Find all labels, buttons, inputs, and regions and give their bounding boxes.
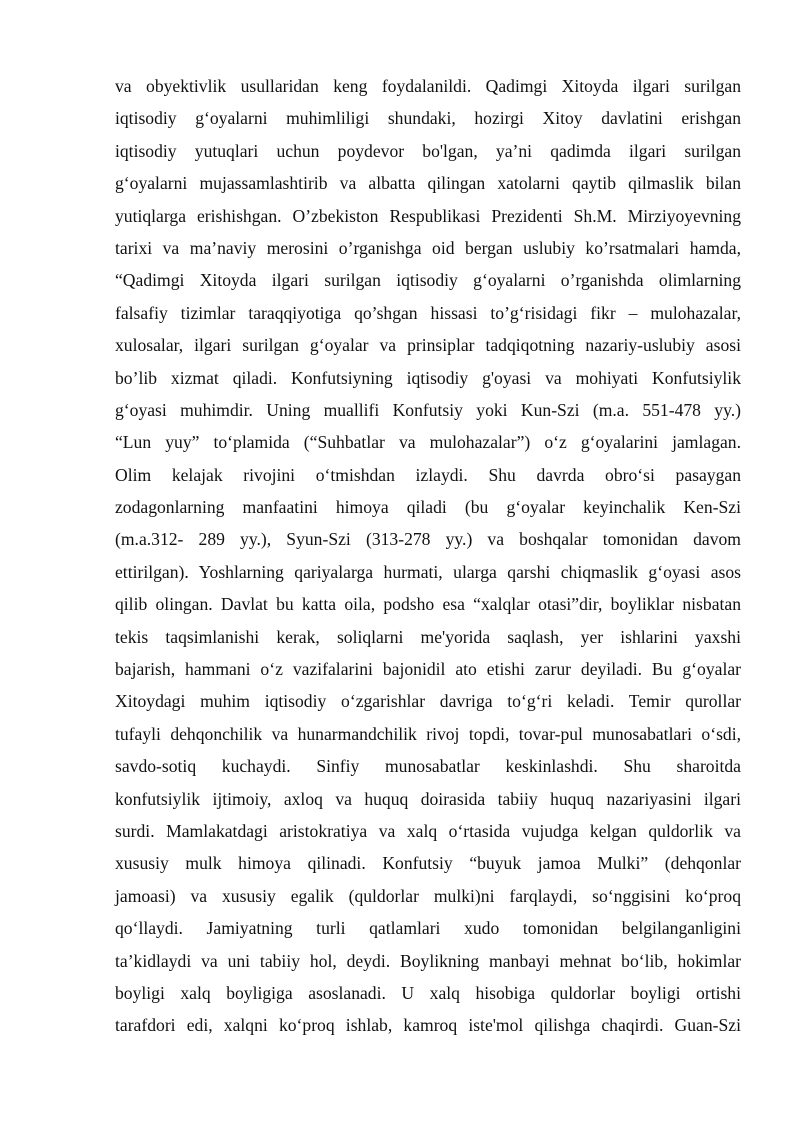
text-line: yutiqlarga erishishgan. O’zbekiston Respublikasi Prezidenti Sh.M. Mirziyoyevning (115, 205, 741, 226)
text-line: “Lun yuy” to‘plamida (“Suhbatlar va mulohazalar”) o‘z g‘oyalarini jamlagan. (115, 432, 741, 453)
text-line: surdi. Mamlakatdagi aristokratiya va xalq o‘rtasida vujudga kelgan quldorlik va (115, 820, 741, 841)
body-paragraph (115, 70, 741, 1042)
text-line: konfutsiylik ijtimoiy, axloq va huquq doirasida tabiiy huquq nazariyasini ilgari (115, 788, 741, 809)
text-line: tufayli dehqonchilik va hunarmandchilik rivoj topdi, tovar-pul munosabatlari o‘sdi, (115, 723, 741, 744)
text-line: jamoasi) va xususiy egalik (quldorlar mulki)ni farqlaydi, so‘nggisini ko‘proq (115, 885, 741, 906)
text-line: (m.a.312- 289 yy.), Syun-Szi (313-278 yy.) va boshqalar tomonidan davom (115, 529, 741, 550)
text-line: iqtisodiy yutuqlari uchun poydevor bo'lgan, ya’ni qadimda ilgari surilgan (115, 140, 741, 161)
text-line: “Qadimgi Xitoyda ilgari surilgan iqtisodiy g‘oyalarni o’rganishda olimlarning (115, 270, 741, 291)
text-line: bo’lib xizmat qiladi. Konfutsiyning iqtisodiy g'oyasi va mohiyati Konfutsiylik (115, 367, 741, 388)
text-line: va obyektivlik usullaridan keng foydalanildi. Qadimgi Xitoyda ilgari surilgan (115, 76, 741, 96)
text-line: falsafiy tizimlar taraqqiyotiga qo’shgan hissasi to’g‘risidagi fikr – mulohazalar, (115, 302, 741, 323)
text-line: Olim kelajak rivojini o‘tmishdan izlaydi. Shu davrda obro‘si pasaygan (115, 464, 741, 485)
text-line: g‘oyalarni mujassamlashtirib va albatta qilingan xatolarni qaytib qilmaslik bilan (115, 173, 741, 194)
text-line: tarixi va ma’naviy merosini o’rganishga oid bergan uslubiy ko’rsatmalari hamda, (115, 237, 741, 258)
text-line: qo‘llaydi. Jamiyatning turli qatlamlari xudo tomonidan belgilanganligini (115, 918, 741, 939)
text-line: ta’kidlaydi va uni tabiiy hol, deydi. Boylikning manbayi mehnat bo‘lib, hokimlar (115, 950, 741, 971)
text-line: g‘oyasi muhimdir. Uning muallifi Konfutsiy yoki Kun-Szi (m.a. 551-478 yy.) (115, 399, 741, 420)
text-line: xususiy mulk himoya qilinadi. Konfutsiy “buyuk jamoa Mulki” (dehqonlar (115, 853, 741, 874)
text-line: zodagonlarning manfaatini himoya qiladi (bu g‘oyalar keyinchalik Ken-Szi (115, 497, 741, 518)
text-line: ettirilgan). Yoshlarning qariyalarga hurmati, ularga qarshi chiqmaslik g‘oyasi asos (115, 561, 741, 582)
text-line: Xitoydagi muhim iqtisodiy o‘zgarishlar davriga to‘g‘ri keladi. Temir qurollar (115, 691, 741, 712)
text-line: xulosalar, ilgari surilgan g‘oyalar va prinsiplar tadqiqotning nazariy-uslubiy asosi (115, 335, 741, 356)
text-line: tekis taqsimlanishi kerak, soliqlarni me'yorida saqlash, yer ishlarini yaxshi (115, 626, 741, 647)
text-line: tarafdori edi, xalqni ko‘proq ishlab, kamroq iste'mol qilishga chaqirdi. Guan-Szi (115, 1015, 741, 1036)
text-line: qilib olingan. Davlat bu katta oila, podsho esa “xalqlar otasi”dir, boyliklar nisbatan (115, 594, 741, 615)
text-line: boyligi xalq boyligiga asoslanadi. U xalq hisobiga quldorlar boyligi ortishi (115, 982, 741, 1003)
text-line: bajarish, hammani o‘z vazifalarini bajonidil ato etishi zarur deyiladi. Bu g‘oyalar (115, 659, 741, 680)
text-line: savdo-sotiq kuchaydi. Sinfiy munosabatlar keskinlashdi. Shu sharoitda (115, 756, 741, 777)
text-line: iqtisodiy g‘oyalarni muhimliligi shundaki, hozirgi Xitoy davlatini erishgan (115, 108, 741, 129)
